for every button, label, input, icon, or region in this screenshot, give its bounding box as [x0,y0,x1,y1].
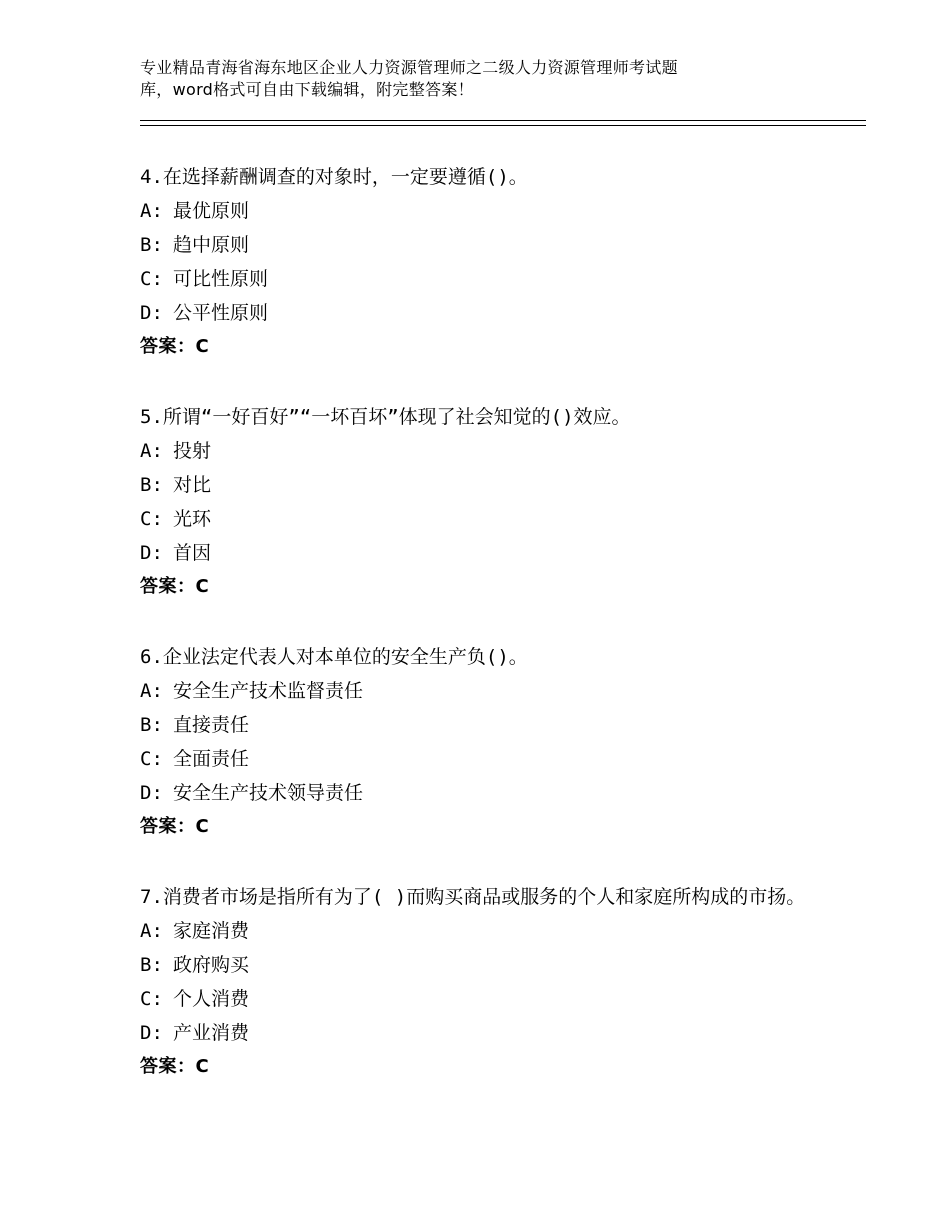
option-b [140,228,840,262]
option-a [140,914,840,948]
option-letter: A: [140,440,163,462]
option-letter: C: [140,748,163,770]
option-text: 首因 [173,542,212,564]
option-text: 趋中原则 [173,234,250,256]
option-letter: A: [140,680,163,702]
option-text: 全面责任 [173,748,250,770]
option-d [140,776,840,810]
option-letter: C: [140,268,163,290]
option-text: 公平性原则 [173,302,269,324]
option-d [140,1016,840,1050]
question-7 [140,880,840,1084]
question-stem: 4.在选择薪酬调查的对象时，一定要遵循()。 [140,166,528,188]
answer-line: 答案：C [140,1056,210,1077]
option-c [140,982,840,1016]
option-text: 家庭消费 [173,920,250,942]
option-letter: D: [140,542,163,564]
option-text: 产业消费 [173,1022,250,1044]
option-text: 个人消费 [173,988,250,1010]
option-letter: B: [140,714,163,736]
option-letter: B: [140,234,163,256]
header-title-line-1: 专业精品青海省海东地区企业人力资源管理师之二级人力资源管理师考试题 [140,58,678,77]
answer-line: 答案：C [140,576,210,597]
option-letter: A: [140,200,163,222]
option-a [140,434,840,468]
option-text: 安全生产技术监督责任 [173,680,364,702]
option-letter: D: [140,302,163,324]
option-c [140,502,840,536]
option-text: 最优原则 [173,200,250,222]
answer-line: 答案：C [140,336,210,357]
question-stem: 6.企业法定代表人对本单位的安全生产负()。 [140,646,528,668]
option-text: 对比 [173,474,212,496]
question-list [140,160,840,1120]
option-c [140,262,840,296]
option-c [140,742,840,776]
option-a [140,194,840,228]
header-double-rule [140,120,866,126]
option-letter: B: [140,954,163,976]
option-d [140,536,840,570]
option-a [140,674,840,708]
option-letter: A: [140,920,163,942]
option-b [140,948,840,982]
option-text: 政府购买 [173,954,250,976]
option-text: 可比性原则 [173,268,269,290]
option-text: 直接责任 [173,714,250,736]
question-stem: 5.所谓“一好百好”“一坏百坏”体现了社会知觉的()效应。 [140,406,631,428]
option-b [140,708,840,742]
question-4 [140,160,840,364]
option-letter: D: [140,782,163,804]
option-text: 光环 [173,508,212,530]
option-letter: D: [140,1022,163,1044]
option-text: 安全生产技术领导责任 [173,782,364,804]
header-title-line-2: 库，word格式可自由下载编辑，附完整答案！ [140,80,474,99]
option-d [140,296,840,330]
option-b [140,468,840,502]
option-letter: C: [140,988,163,1010]
question-6 [140,640,840,844]
option-letter: B: [140,474,163,496]
answer-line: 答案：C [140,816,210,837]
question-stem: 7.消费者市场是指所有为了( )而购买商品或服务的个人和家庭所构成的市扬。 [140,886,806,908]
document-header [140,57,780,101]
question-5 [140,400,840,604]
option-letter: C: [140,508,163,530]
option-text: 投射 [173,440,212,462]
